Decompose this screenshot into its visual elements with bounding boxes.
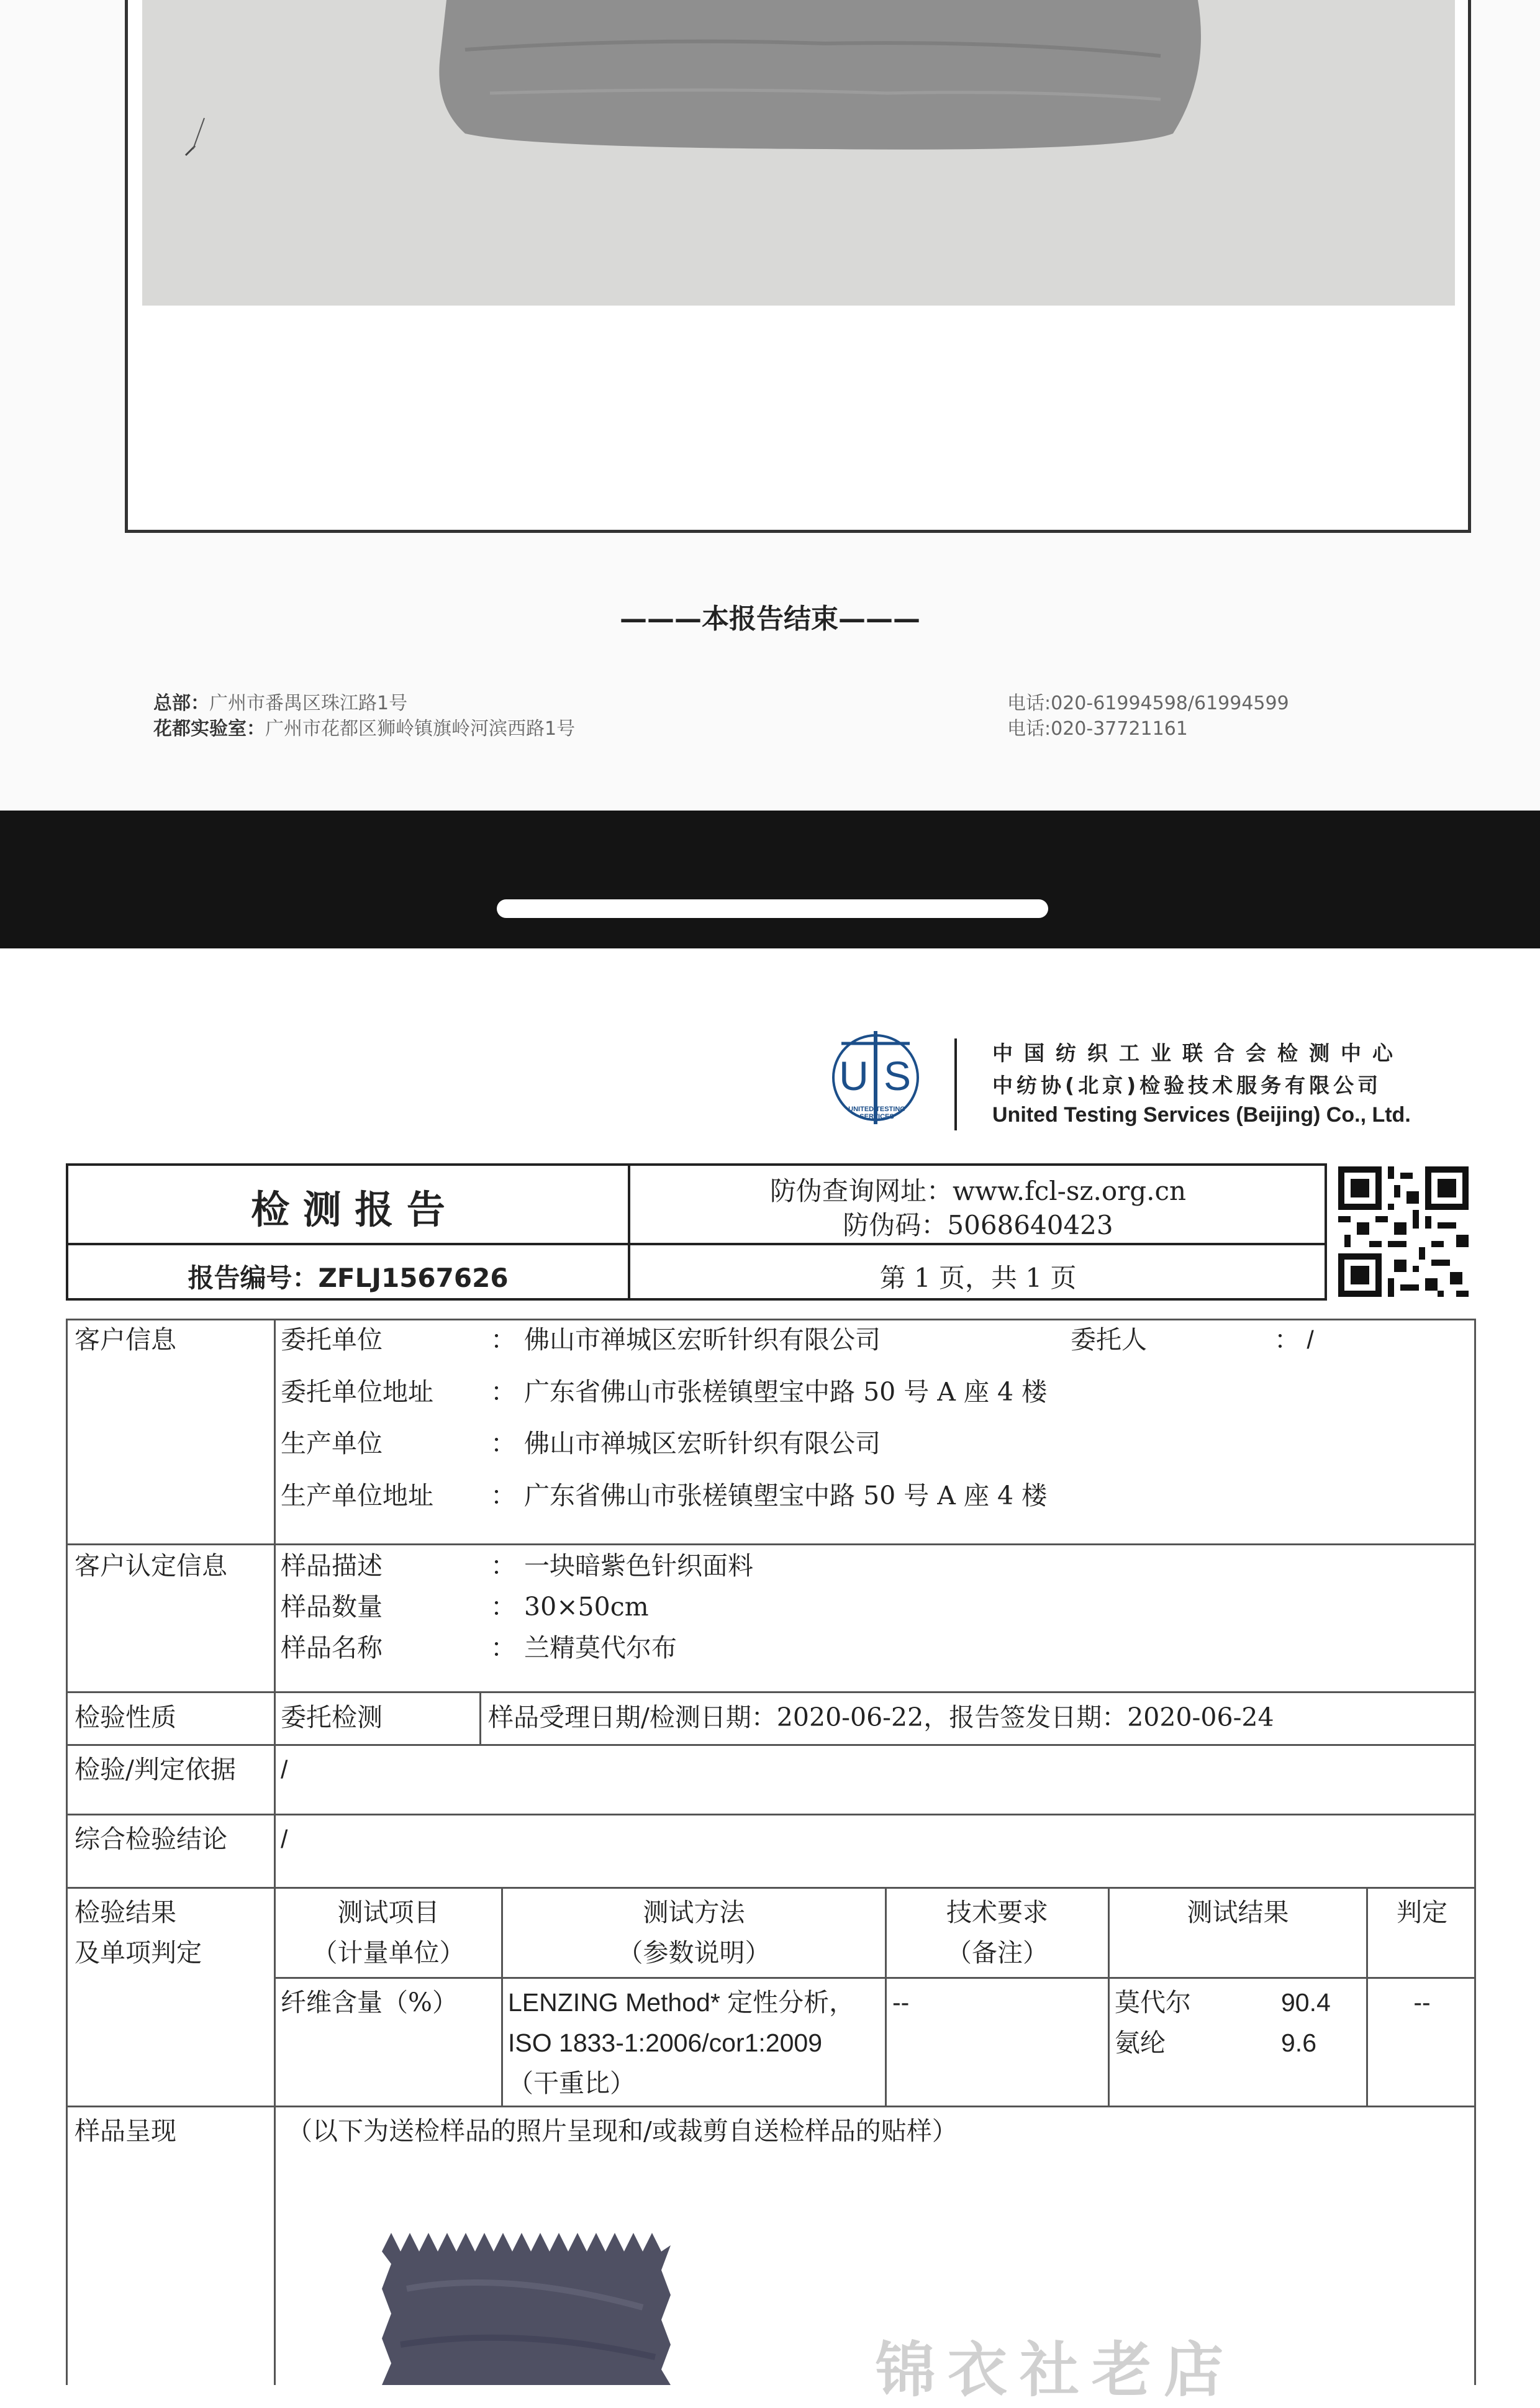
results-label-1: 检验结果 [75, 1897, 176, 1927]
presentation-note: （以下为送检样品的照片呈现和/或裁剪自送检样品的贴样） [287, 2116, 958, 2146]
conclusion-value: / [281, 1825, 288, 1853]
client-value: ： 广东省佛山市张槎镇塱宝中路 50 号 A 座 4 楼 [491, 1377, 1048, 1407]
client-value: ： 佛山市禅城区宏昕针织有限公司 [491, 1325, 881, 1355]
lab-label: 花都实验室： [153, 718, 265, 740]
hline [274, 1977, 1476, 1979]
phone-2: 电话:020-37721161 [1007, 718, 1188, 740]
hline [66, 1691, 1476, 1693]
verify-url[interactable]: 防伪查询网址：www.fcl-sz.org.cn [769, 1176, 1187, 1206]
phone-1: 电话:020-61994598/61994599 [1007, 693, 1289, 714]
org-name-cn-2: 中纺协(北京)检验技术服务有限公司 [992, 1073, 1382, 1097]
hq-label: 总部： [153, 693, 209, 714]
fiber-name: 莫代尔 [1115, 1988, 1191, 2017]
qr-code-icon[interactable] [1338, 1166, 1469, 1297]
org-name-cn-1: 中国纺织工业联合会检测中心 [992, 1041, 1404, 1065]
fabric-swatch [382, 2233, 671, 2385]
sample-value: ： 30×50cm [491, 1592, 649, 1622]
hline [66, 2106, 1476, 2107]
header-item: 测试项目 [337, 1897, 440, 1927]
sample-label: 样品数量 [281, 1592, 383, 1622]
report-end-text: ———本报告结束——— [620, 603, 920, 635]
fiber-name: 氨纶 [1115, 2028, 1166, 2058]
header-item-unit: （计量单位） [312, 1938, 465, 1968]
client-section-label: 客户信息 [75, 1325, 176, 1355]
nature-value: 委托检测 [281, 1702, 383, 1732]
previous-report-page [0, 0, 1540, 811]
header-method: 测试方法 [643, 1897, 745, 1927]
result-method-1: LENZING Method* 定性分析， [508, 1988, 855, 2017]
report-table [66, 1319, 1476, 2385]
agent-label: 委托人 [1071, 1325, 1147, 1355]
header-method-note: （参数说明） [617, 1938, 771, 1968]
fiber-value: 9.6 [1281, 2029, 1316, 2057]
basis-value: / [281, 1755, 288, 1784]
inspection-dates: 样品受理日期/检测日期：2020-06-22，报告签发日期：2020-06-24 [488, 1702, 1274, 1732]
sample-value: ： 一块暗紫色针织面料 [491, 1551, 754, 1581]
garment-photo [142, 0, 1455, 306]
vline [274, 1319, 276, 2385]
header-result: 测试结果 [1187, 1897, 1289, 1927]
sample-section-label: 客户认定信息 [75, 1551, 227, 1581]
org-name-en: United Testing Services (Beijing) Co., Ltd. [992, 1103, 1411, 1127]
fiber-value: 90.4 [1281, 1988, 1331, 2017]
header-judgement: 判定 [1397, 1897, 1447, 1927]
result-method-3: （干重比） [508, 2068, 635, 2098]
lab-address: 花都实验室：广州市花都区狮岭镇旗岭河滨西路1号 [153, 718, 576, 740]
result-method-2: ISO 1833-1:2006/cor1:2009 [508, 2029, 823, 2057]
client-label: 委托单位地址 [281, 1377, 433, 1407]
result-judgement: -- [1413, 1988, 1431, 2017]
client-value: ： 广东省佛山市张槎镇塱宝中路 50 号 A 座 4 楼 [491, 1481, 1048, 1511]
sample-label: 样品描述 [281, 1551, 383, 1581]
header-requirement: 技术要求 [946, 1897, 1048, 1927]
sample-value: ： 兰精莫代尔布 [491, 1633, 677, 1663]
logo-ring-text: UNITED TESTING SERVICES [848, 1106, 905, 1120]
svg-text:S: S [883, 1053, 912, 1099]
client-label: 生产单位 [281, 1429, 383, 1458]
hline [66, 1543, 1476, 1545]
report-title: 检 测 报 告 [251, 1187, 445, 1232]
home-indicator[interactable] [497, 899, 1048, 918]
client-label: 委托单位 [281, 1325, 383, 1355]
watermark-text: 锦衣社老店 [876, 2335, 1236, 2405]
conclusion-label: 综合检验结论 [75, 1824, 227, 1854]
title-box-hline [66, 1243, 1327, 1245]
client-value: ： 佛山市禅城区宏昕针织有限公司 [491, 1429, 881, 1458]
sample-label: 样品名称 [281, 1633, 383, 1663]
hline [66, 1814, 1476, 1815]
page-info: 第 1 页，共 1 页 [879, 1263, 1077, 1293]
basis-label: 检验/判定依据 [75, 1755, 236, 1784]
grey-garment-image [142, 0, 1455, 306]
header-requirement-note: （备注） [946, 1938, 1048, 1968]
page-separator-bar [0, 811, 1540, 948]
svg-text:U: U [839, 1053, 869, 1099]
report-number: 报告编号：ZFLJ1567626 [188, 1263, 509, 1293]
presentation-label: 样品呈现 [75, 2116, 176, 2146]
vline [479, 1691, 481, 1744]
hline [66, 1744, 1476, 1746]
results-label-2: 及单项判定 [75, 1938, 202, 1968]
result-requirement: -- [892, 1988, 910, 2017]
verify-code: 防伪码：5068640423 [843, 1210, 1113, 1240]
client-label: 生产单位地址 [281, 1481, 433, 1511]
result-item: 纤维含量（%） [281, 1988, 458, 2017]
hline [66, 1887, 1476, 1889]
nature-label: 检验性质 [75, 1702, 176, 1732]
agent-value: ： / [1274, 1325, 1314, 1354]
header-divider [954, 1038, 957, 1130]
hq-address: 总部：广州市番禺区珠江路1号 [153, 693, 408, 714]
